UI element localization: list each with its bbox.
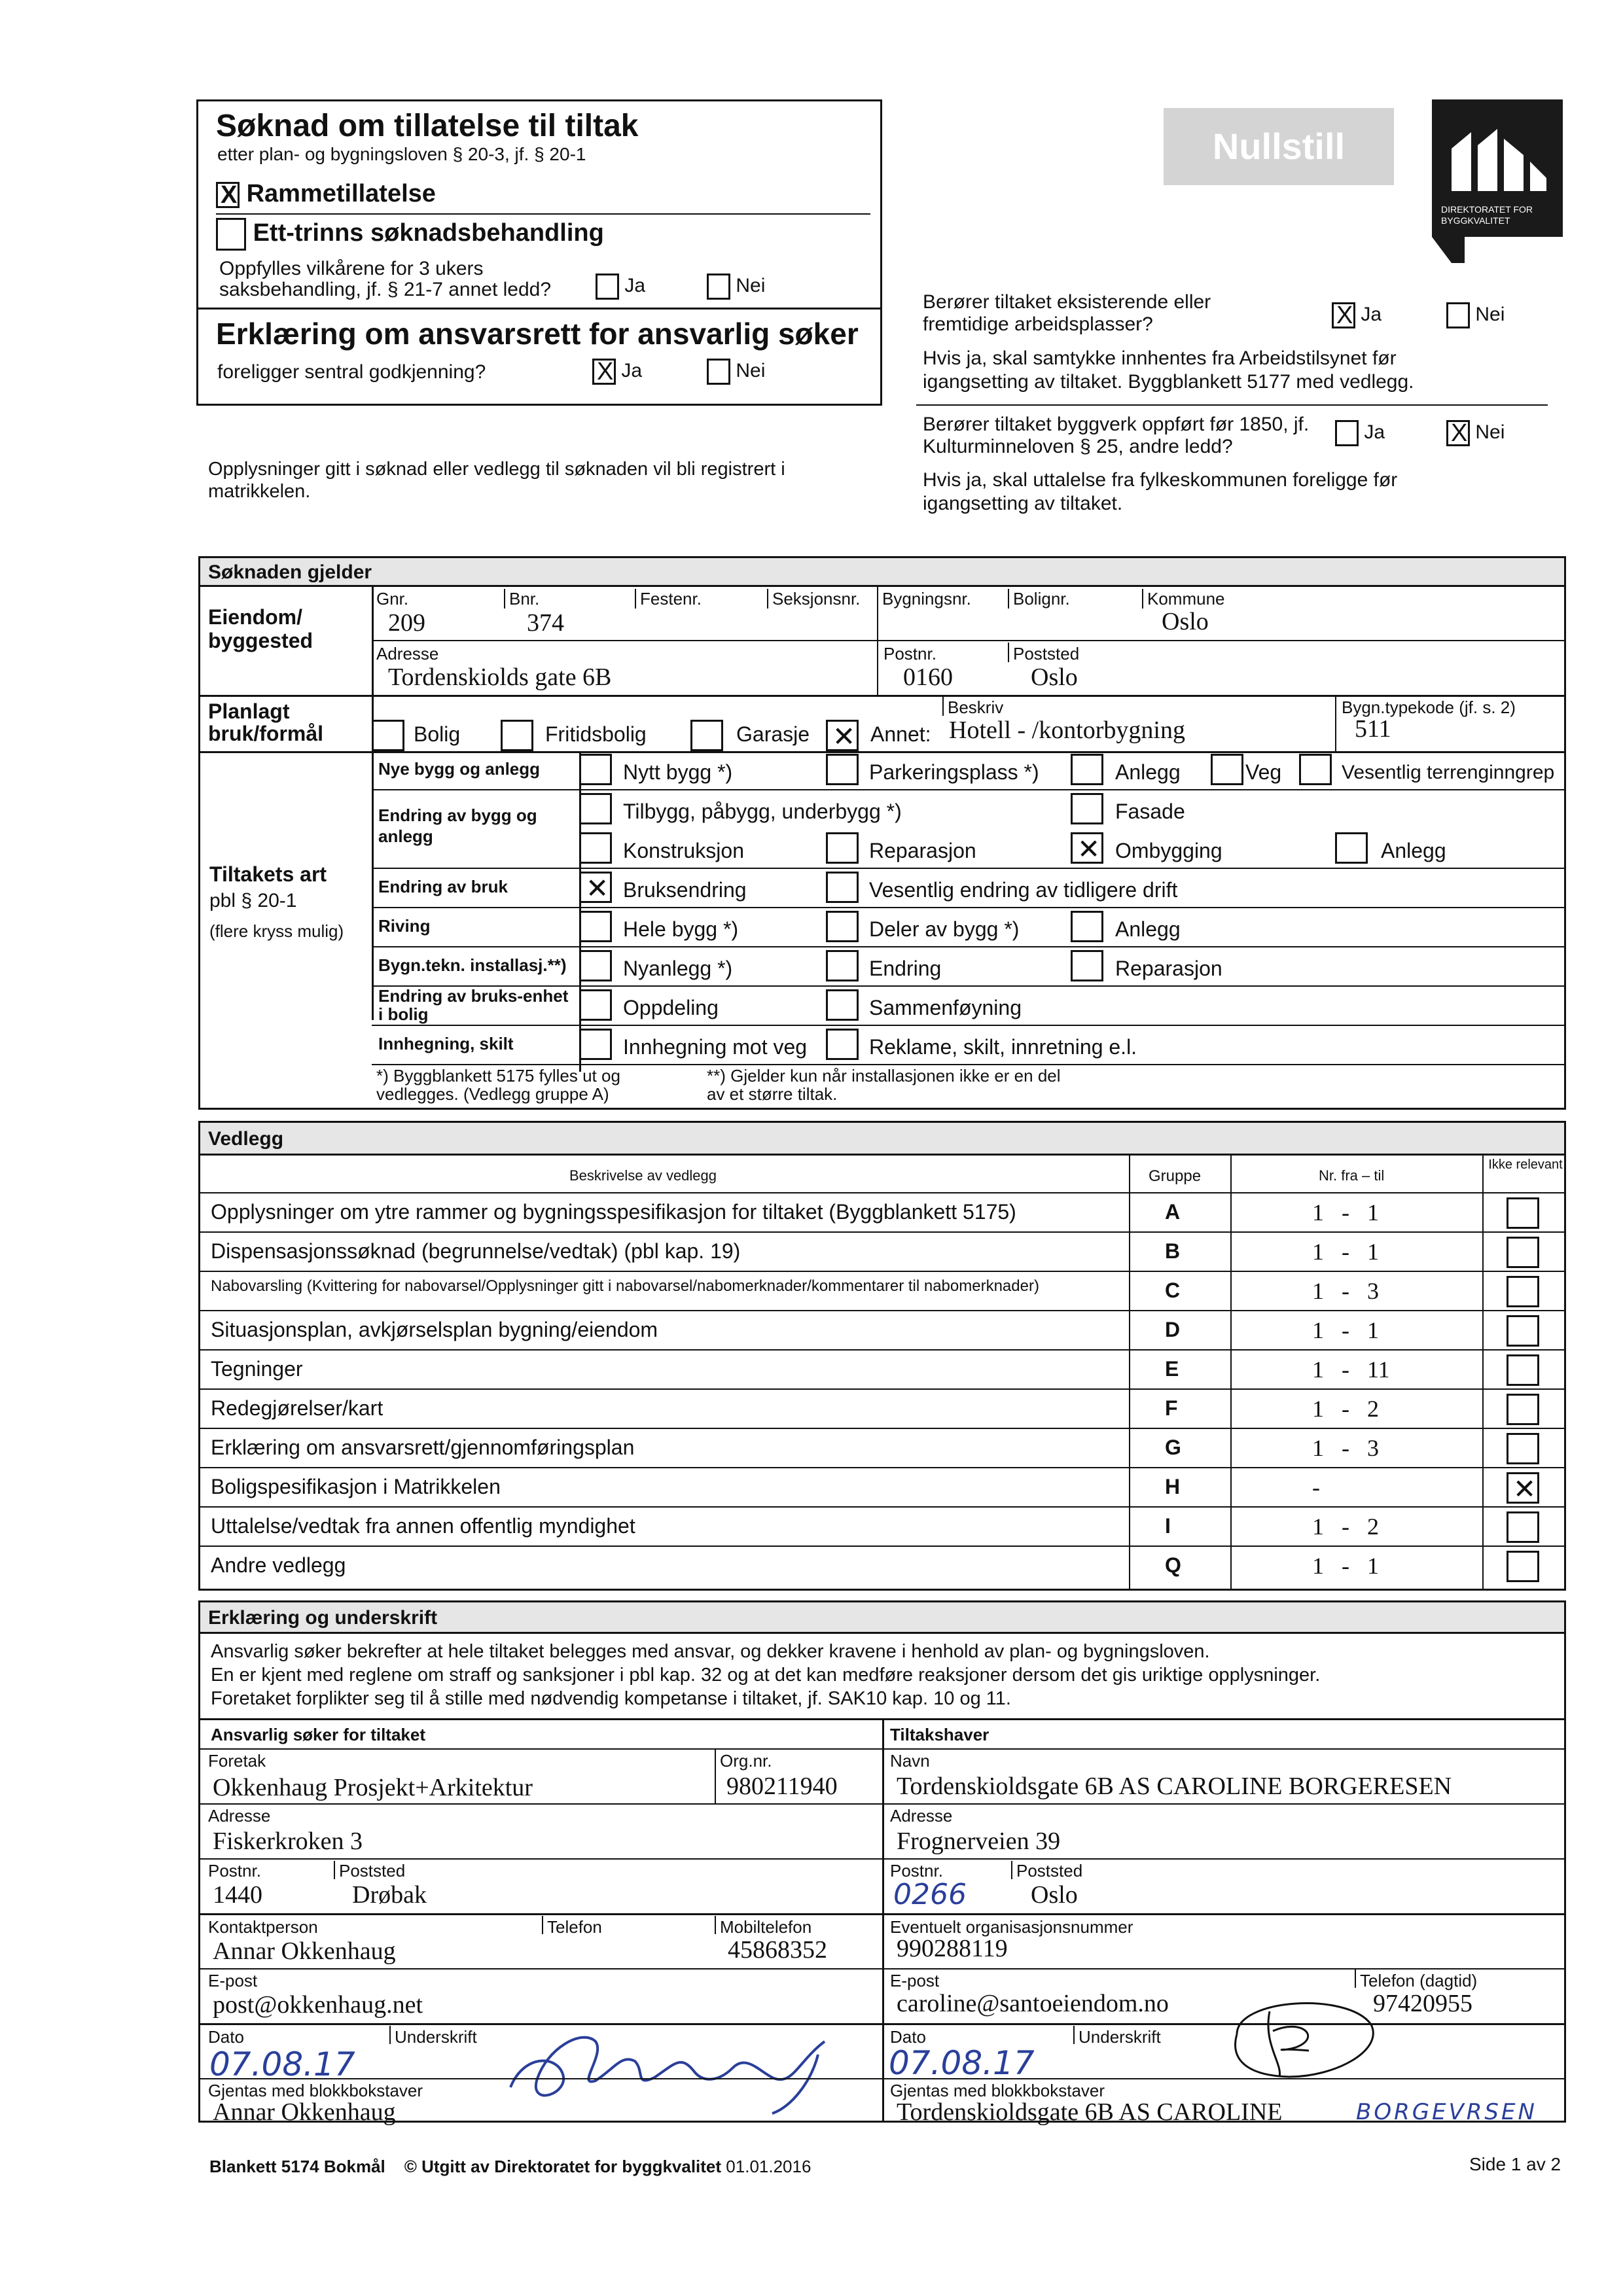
divider bbox=[504, 589, 505, 609]
veg-label: Veg bbox=[1245, 760, 1282, 784]
divider bbox=[1335, 696, 1336, 751]
ikke-relevant-checkbox[interactable] bbox=[1507, 1197, 1539, 1229]
vedlegg-nr-field[interactable]: 1 - 2 bbox=[1312, 1396, 1379, 1422]
bygningsnr-label: Bygningsnr. bbox=[882, 589, 971, 609]
divider bbox=[635, 589, 636, 609]
erklaering-text bbox=[211, 1640, 1552, 1710]
orgnr-field[interactable]: 980211940 bbox=[726, 1773, 838, 1800]
vilkar-ja[interactable]: Ja bbox=[596, 274, 645, 300]
tilbygg-label: Tilbygg, påbygg, underbygg *) bbox=[623, 800, 902, 823]
col-nr-header: Nr. fra – til bbox=[1319, 1167, 1385, 1184]
s-poststed-label: Poststed bbox=[339, 1861, 406, 1881]
byggverk-nei-checkbox[interactable] bbox=[1446, 420, 1470, 446]
bnr-label: Bnr. bbox=[509, 589, 540, 609]
vedlegg-gruppe: A bbox=[1165, 1200, 1181, 1224]
footer-form-id: Blankett 5174 Bokmål bbox=[209, 2157, 385, 2176]
divider bbox=[200, 1803, 1564, 1805]
arbeidsplasser-nei[interactable]: Nei bbox=[1446, 302, 1505, 328]
reparasjon-checkbox[interactable] bbox=[826, 832, 859, 864]
ikke-relevant-checkbox[interactable] bbox=[1507, 1472, 1539, 1504]
t-adresse-label: Adresse bbox=[890, 1806, 953, 1826]
nytt-bygg-label: Nytt bygg *) bbox=[623, 760, 733, 784]
ett-trinns-option[interactable]: Ett-trinns søknadsbehandling bbox=[216, 218, 604, 251]
divider bbox=[372, 789, 1566, 790]
ett-trinns-checkbox[interactable] bbox=[216, 218, 246, 251]
vedlegg-gruppe: E bbox=[1165, 1357, 1179, 1381]
ikke-relevant-checkbox[interactable] bbox=[1507, 1511, 1539, 1543]
vedlegg-gruppe: D bbox=[1165, 1318, 1181, 1341]
divider bbox=[372, 587, 374, 1020]
matrikkel-note: Opplysninger gitt i søknad eller vedlegg til søknaden vil bli registrert i matrikkelen. bbox=[208, 459, 785, 502]
ombygging-label: Ombygging bbox=[1115, 839, 1222, 862]
arbeidsplasser-question: Berører tiltaket eksisterende eller fremtidige arbeidsplasser? bbox=[923, 291, 1211, 335]
oppdeling-label: Oppdeling bbox=[623, 996, 719, 1019]
divider bbox=[200, 1506, 1564, 1508]
footer-date: 01.01.2016 bbox=[726, 2157, 812, 2176]
s-postnr-field[interactable]: 1440 bbox=[213, 1881, 262, 1909]
arbeidsplasser-note: Hvis ja, skal samtykke innhentes fra Arbeidstilsynet før igangsetting av tiltaket. Byggblankett 5177 med vedlegg. bbox=[923, 347, 1414, 393]
festenr-label: Festenr. bbox=[640, 589, 702, 609]
ikke-relevant-checkbox[interactable] bbox=[1507, 1315, 1539, 1347]
tiltak-sub2: (flere kryss mulig) bbox=[209, 921, 344, 941]
seksjonsnr-label: Seksjonsnr. bbox=[772, 589, 861, 609]
divider bbox=[200, 1428, 1564, 1429]
vedlegg-desc: Erklæring om ansvarsrett/gjennomføringsplan bbox=[211, 1436, 635, 1459]
divider bbox=[200, 1748, 1564, 1750]
bygntype-field[interactable]: 511 bbox=[1355, 715, 1391, 743]
divider bbox=[200, 1231, 1564, 1233]
hele-bygg-label: Hele bygg *) bbox=[623, 917, 739, 941]
divider bbox=[1011, 1861, 1012, 1879]
eventuelt-field[interactable]: 990288119 bbox=[897, 1935, 1008, 1962]
mobil-label: Mobiltelefon bbox=[720, 1917, 812, 1937]
soknad-section-title: Søknaden gjelder bbox=[200, 558, 1564, 587]
endring-bruksenhet-label: Endring av bruks-enhet i bolig bbox=[378, 986, 569, 1024]
fritidsbolig-checkbox[interactable] bbox=[501, 720, 533, 751]
postnr-field[interactable]: 0160 bbox=[903, 663, 953, 691]
oppdeling-checkbox[interactable] bbox=[579, 989, 612, 1021]
divider bbox=[372, 640, 1566, 641]
postnr-label: Postnr. bbox=[883, 644, 936, 663]
t-poststed-field[interactable]: Oslo bbox=[1031, 1881, 1078, 1909]
s-epost-label: E-post bbox=[208, 1971, 258, 1990]
orgnr-label: Org.nr. bbox=[720, 1751, 772, 1771]
adresse-label: Adresse bbox=[376, 644, 439, 663]
divider bbox=[877, 587, 878, 697]
divider bbox=[334, 1861, 335, 1879]
vedlegg-nr-field[interactable]: 1 - 1 bbox=[1312, 1317, 1379, 1343]
t-poststed-label: Poststed bbox=[1016, 1861, 1083, 1881]
footer bbox=[209, 2157, 811, 2177]
divider bbox=[372, 868, 1566, 869]
vedlegg-gruppe: C bbox=[1165, 1279, 1181, 1302]
s-epost-field[interactable]: post@okkenhaug.net bbox=[213, 1991, 423, 2019]
divider bbox=[372, 946, 1566, 947]
vilkar-nei-checkbox[interactable] bbox=[707, 274, 730, 300]
vedlegg-desc: Situasjonsplan, avkjørselsplan bygning/eiendom bbox=[211, 1318, 658, 1341]
kontakt-label: Kontaktperson bbox=[208, 1917, 318, 1937]
ikke-relevant-checkbox[interactable] bbox=[1507, 1237, 1539, 1268]
sammenfoyning-label: Sammenføyning bbox=[869, 996, 1022, 1019]
bolignr-label: Bolignr. bbox=[1013, 589, 1070, 609]
s-adresse-field[interactable]: Fiskerkroken 3 bbox=[213, 1828, 363, 1855]
endring-label: Endring bbox=[869, 957, 942, 980]
vedlegg-nr-field[interactable]: 1 - 2 bbox=[1312, 1513, 1379, 1540]
anlegg-nye-checkbox[interactable] bbox=[1071, 754, 1103, 785]
planlagt-label: Planlagt bruk/formål bbox=[208, 699, 324, 745]
poststed-label: Poststed bbox=[1013, 644, 1080, 663]
divider bbox=[882, 1718, 884, 2123]
t-signature-icon bbox=[1217, 1985, 1387, 2083]
gnr-field[interactable]: 209 bbox=[388, 609, 425, 637]
s-adresse-label: Adresse bbox=[208, 1806, 271, 1826]
vesentlig-endring-label: Vesentlig endring av tidligere drift bbox=[869, 878, 1178, 902]
t-adresse-field[interactable]: Frognerveien 39 bbox=[897, 1828, 1061, 1855]
endring-checkbox[interactable] bbox=[826, 950, 859, 981]
kommune-field[interactable]: Oslo bbox=[1162, 608, 1209, 635]
veg-checkbox[interactable] bbox=[1211, 754, 1243, 785]
s-postnr-label: Postnr. bbox=[208, 1861, 261, 1881]
divider bbox=[1142, 589, 1143, 609]
innhegning-veg-label: Innhegning mot veg bbox=[623, 1035, 808, 1059]
rammetillatelse-option[interactable]: X Rammetillatelse bbox=[216, 180, 436, 208]
divider bbox=[715, 1916, 716, 1934]
erklaering-section-title: Erklæring og underskrift bbox=[200, 1602, 1564, 1634]
sentral-nei-checkbox[interactable] bbox=[707, 359, 730, 385]
erklaering-text-1: Ansvarlig søker bekrefter at hele tiltaket belegges med ansvar, og dekker kravene i henhold av plan- og bygningsloven. bbox=[211, 1641, 1210, 1662]
navn-field[interactable]: Tordenskioldsgate 6B AS CAROLINE BORGERESEN bbox=[897, 1773, 1452, 1800]
t-dato-label: Dato bbox=[890, 2027, 926, 2047]
kommune-label: Kommune bbox=[1147, 589, 1225, 609]
beskriv-field[interactable]: Hotell - /kontorbygning bbox=[949, 716, 1185, 744]
sentral-ja[interactable]: X Ja bbox=[592, 359, 642, 385]
telefon-dag-label: Telefon (dagtid) bbox=[1360, 1971, 1478, 1990]
divider bbox=[767, 589, 768, 609]
footnote-2: **) Gjelder kun når installasjonen ikke er en del av et større tiltak. bbox=[707, 1066, 1061, 1104]
reklame-label: Reklame, skilt, innretning e.l. bbox=[869, 1035, 1137, 1059]
bygn-tekn-label: Bygn.tekn. installasj.**) bbox=[378, 955, 567, 975]
anlegg-endring-label: Anlegg bbox=[1381, 839, 1446, 862]
ikke-relevant-checkbox[interactable] bbox=[1507, 1394, 1539, 1425]
byggverk-question: Berører tiltaket byggverk oppført før 1850, jf. Kulturminneloven § 25, andre ledd? bbox=[923, 414, 1310, 457]
byggverk-ja-checkbox[interactable] bbox=[1335, 420, 1359, 446]
sammenfoyning-checkbox[interactable] bbox=[826, 989, 859, 1021]
deler-bygg-checkbox[interactable] bbox=[826, 911, 859, 942]
telefon-dag-field[interactable]: 97420955 bbox=[1373, 1990, 1472, 2017]
poststed-field[interactable]: Oslo bbox=[1031, 663, 1078, 691]
innhegning-veg-checkbox[interactable] bbox=[579, 1029, 612, 1060]
sentral-question: foreligger sentral godkjenning? bbox=[217, 361, 486, 383]
erklaering-text-3: Foretaket forplikter seg til å stille med nødvendig kompetanse i tiltaket, jf. SAK10 kap. 10 og 11. bbox=[211, 1688, 1011, 1709]
page-number: Side 1 av 2 bbox=[1469, 2154, 1561, 2174]
vedlegg-gruppe: H bbox=[1165, 1475, 1181, 1498]
divider bbox=[200, 1545, 1564, 1547]
rammetillatelse-checkbox[interactable] bbox=[216, 182, 240, 208]
footer-publisher: © Utgitt av Direktoratet for byggkvalitet bbox=[404, 2157, 722, 2176]
reparasjon-tekn-checkbox[interactable] bbox=[1071, 950, 1103, 981]
bygntype-label: Bygn.typekode (jf. s. 2) bbox=[1342, 698, 1516, 717]
t-epost-label: E-post bbox=[890, 1971, 940, 1990]
telefon-label: Telefon bbox=[547, 1917, 602, 1937]
reklame-checkbox[interactable] bbox=[826, 1029, 859, 1060]
bolig-label: Bolig bbox=[414, 722, 461, 746]
t-dato-field[interactable]: 07.08.17 bbox=[889, 2044, 1035, 2082]
divider bbox=[200, 1968, 1564, 1969]
s-underskrift-label: Underskrift bbox=[395, 2027, 477, 2047]
ikke-relevant-checkbox[interactable] bbox=[1507, 1354, 1539, 1386]
konstruksjon-label: Konstruksjon bbox=[623, 839, 744, 862]
vilkar-question: Oppfylles vilkårene for 3 ukers saksbehandling, jf. § 21-7 annet ledd? bbox=[219, 258, 552, 300]
vedlegg-desc: Tegninger bbox=[211, 1357, 303, 1381]
col-gruppe-header: Gruppe bbox=[1149, 1167, 1202, 1185]
bruksendring-label: Bruksendring bbox=[623, 878, 747, 902]
t-postnr-label: Postnr. bbox=[890, 1861, 943, 1881]
s-gjentas-label: Gjentas med blokkbokstaver bbox=[208, 2081, 423, 2100]
divider bbox=[372, 1064, 1566, 1065]
annet-checkbox[interactable] bbox=[826, 720, 859, 751]
vedlegg-desc: Opplysninger om ytre rammer og bygningsspesifikasjon for tiltaket (Byggblankett 5175) bbox=[211, 1200, 1016, 1224]
reparasjon-tekn-label: Reparasjon bbox=[1115, 957, 1222, 980]
s-signature-icon bbox=[484, 2015, 864, 2120]
erklaering-title: Erklæring om ansvarsrett for ansvarlig søker bbox=[216, 317, 859, 351]
form-title: Søknad om tillatelse til tiltak bbox=[216, 109, 639, 143]
foretak-field[interactable]: Okkenhaug Prosjekt+Arkitektur bbox=[213, 1774, 533, 1801]
t-underskrift-label: Underskrift bbox=[1079, 2027, 1161, 2047]
nyanlegg-checkbox[interactable] bbox=[579, 950, 612, 981]
dibk-logo bbox=[1432, 99, 1563, 237]
reparasjon-label: Reparasjon bbox=[869, 839, 976, 862]
byggverk-note: Hvis ja, skal uttalelse fra fylkeskommunen foreligge før igangsetting av tiltaket. bbox=[923, 469, 1398, 514]
divider bbox=[200, 1858, 1564, 1860]
riving-label: Riving bbox=[378, 916, 431, 936]
vedlegg-gruppe: B bbox=[1165, 1239, 1181, 1263]
vedlegg-gruppe: Q bbox=[1165, 1553, 1181, 1577]
deler-bygg-label: Deler av bygg *) bbox=[869, 917, 1020, 941]
garasje-label: Garasje bbox=[736, 722, 810, 746]
t-gjentas-label: Gjentas med blokkbokstaver bbox=[890, 2081, 1105, 2100]
divider bbox=[200, 1388, 1564, 1390]
sentral-ja-checkbox[interactable] bbox=[592, 359, 616, 385]
vedlegg-desc: Redegjørelser/kart bbox=[211, 1396, 383, 1420]
anlegg-riving-label: Anlegg bbox=[1115, 917, 1181, 941]
divider bbox=[200, 1192, 1564, 1193]
nytt-bygg-checkbox[interactable] bbox=[579, 754, 612, 785]
t-gjentas-handwritten: BORGEVRSEN bbox=[1356, 2099, 1537, 2125]
footnote-1: *) Byggblankett 5175 fylles ut og vedlegges. (Vedlegg gruppe A) bbox=[376, 1066, 620, 1104]
eventuelt-label: Eventuelt organisasjonsnummer bbox=[890, 1917, 1133, 1937]
anlegg-nye-label: Anlegg bbox=[1115, 760, 1181, 784]
reset-button[interactable]: Nullstill bbox=[1164, 108, 1394, 185]
vesentlig-endring-checkbox[interactable] bbox=[826, 872, 859, 903]
bolig-checkbox[interactable] bbox=[372, 720, 404, 751]
divider bbox=[216, 213, 870, 215]
divider bbox=[715, 1748, 716, 1803]
divider bbox=[200, 751, 1564, 753]
konstruksjon-checkbox[interactable] bbox=[579, 832, 612, 864]
endring-bygg-label: Endring av bygg og anlegg bbox=[378, 805, 537, 846]
byggverk-ja[interactable]: Ja bbox=[1335, 420, 1385, 446]
tiltakshaver-header: Tiltakshaver bbox=[890, 1725, 990, 1744]
mobil-field[interactable]: 45868352 bbox=[728, 1936, 827, 1964]
vedlegg-nr-field[interactable]: 1 - 11 bbox=[1312, 1356, 1390, 1383]
divider bbox=[1008, 643, 1009, 662]
divider bbox=[1482, 1156, 1484, 1591]
divider bbox=[916, 404, 1548, 406]
endring-bruk-label: Endring av bruk bbox=[378, 877, 508, 896]
divider bbox=[1008, 589, 1009, 609]
gnr-label: Gnr. bbox=[376, 589, 409, 609]
vedlegg-nr-field[interactable]: - bbox=[1312, 1474, 1320, 1500]
vedlegg-desc: Andre vedlegg bbox=[211, 1553, 346, 1577]
divider bbox=[372, 907, 1566, 908]
ikke-relevant-checkbox[interactable] bbox=[1507, 1276, 1539, 1307]
bruksendring-checkbox[interactable] bbox=[579, 872, 612, 903]
soker-header: Ansvarlig søker for tiltaket bbox=[211, 1725, 425, 1744]
divider bbox=[200, 1310, 1564, 1311]
divider bbox=[389, 2026, 391, 2044]
tiltak-sub1: pbl § 20-1 bbox=[209, 890, 297, 911]
vedlegg-nr-field[interactable]: 1 - 1 bbox=[1312, 1239, 1379, 1265]
fritidsbolig-label: Fritidsbolig bbox=[545, 722, 647, 746]
s-dato-field[interactable]: 07.08.17 bbox=[209, 2045, 355, 2083]
divider bbox=[200, 1467, 1564, 1468]
ikke-relevant-checkbox[interactable] bbox=[1507, 1551, 1539, 1582]
vilkar-ja-checkbox[interactable] bbox=[596, 274, 619, 300]
beskriv-label: Beskriv bbox=[948, 698, 1004, 717]
vedlegg-nr-field[interactable]: 1 - 3 bbox=[1312, 1435, 1379, 1461]
vedlegg-desc: Dispensasjonssøknad (begrunnelse/vedtak) (pbl kap. 19) bbox=[211, 1239, 741, 1263]
logo-tail bbox=[1432, 237, 1465, 263]
parkeringsplass-checkbox[interactable] bbox=[826, 754, 859, 785]
nye-bygg-label: Nye bygg og anlegg bbox=[378, 759, 541, 779]
terrenginngrep-label: Vesentlig terrenginngrep bbox=[1342, 762, 1555, 783]
form-subtitle: etter plan- og bygningsloven § 20-3, jf. § 20-1 bbox=[217, 144, 586, 164]
t-epost-field[interactable]: caroline@santoeiendom.no bbox=[897, 1990, 1169, 2017]
divider bbox=[1129, 1156, 1130, 1591]
garasje-checkbox[interactable] bbox=[690, 720, 723, 751]
vedlegg-section-title: Vedlegg bbox=[200, 1123, 1564, 1156]
terrenginngrep-checkbox[interactable] bbox=[1299, 754, 1332, 785]
fasade-checkbox[interactable] bbox=[1071, 793, 1103, 824]
anlegg-riving-checkbox[interactable] bbox=[1071, 911, 1103, 942]
t-gjentas-field[interactable]: Tordenskioldsgate 6B AS CAROLINE bbox=[897, 2098, 1283, 2126]
adresse-field[interactable]: Tordenskiolds gate 6B bbox=[388, 663, 612, 691]
ombygging-checkbox[interactable] bbox=[1071, 832, 1103, 864]
vedlegg-gruppe: I bbox=[1165, 1514, 1171, 1538]
tilbygg-checkbox[interactable] bbox=[579, 793, 612, 824]
byggverk-nei[interactable]: X Nei bbox=[1446, 420, 1505, 446]
foretak-label: Foretak bbox=[208, 1751, 266, 1771]
divider bbox=[200, 695, 1564, 697]
vedlegg-nr-field[interactable]: 1 - 1 bbox=[1312, 1553, 1379, 1579]
col-ikke-header: Ikke relevant bbox=[1488, 1157, 1563, 1172]
divider bbox=[942, 696, 944, 716]
tiltak-label: Tiltakets art bbox=[209, 862, 327, 886]
divider bbox=[372, 1025, 1566, 1026]
parkeringsplass-label: Parkeringsplass *) bbox=[869, 760, 1039, 784]
divider bbox=[1073, 2026, 1075, 2044]
annet-label: Annet: bbox=[870, 722, 931, 746]
vedlegg-nr-field[interactable]: 1 - 3 bbox=[1312, 1278, 1379, 1304]
hele-bygg-checkbox[interactable] bbox=[579, 911, 612, 942]
anlegg-endring-checkbox[interactable] bbox=[1335, 832, 1368, 864]
divider bbox=[200, 1349, 1564, 1351]
s-poststed-field[interactable]: Drøbak bbox=[352, 1881, 427, 1909]
erklaering-text-2: En er kjent med reglene om straff og sanksjoner i pbl kap. 32 og at det kan medføre reaksjoner dersom det gis uriktige opplysninger. bbox=[211, 1665, 1321, 1686]
divider bbox=[1230, 1156, 1232, 1591]
arbeidsplasser-nei-checkbox[interactable] bbox=[1446, 302, 1470, 328]
vilkar-nei[interactable]: Nei bbox=[707, 274, 765, 300]
nyanlegg-label: Nyanlegg *) bbox=[623, 957, 733, 980]
s-gjentas-field[interactable]: Annar Okkenhaug bbox=[213, 2098, 396, 2126]
s-dato-label: Dato bbox=[208, 2027, 244, 2047]
fasade-label: Fasade bbox=[1115, 800, 1185, 823]
eiendom-label: Eiendom/ byggested bbox=[208, 605, 313, 652]
vedlegg-gruppe: G bbox=[1165, 1436, 1181, 1459]
divider bbox=[200, 1913, 1564, 1915]
navn-label: Navn bbox=[890, 1751, 930, 1771]
bnr-field[interactable]: 374 bbox=[527, 609, 564, 637]
sentral-nei[interactable]: Nei bbox=[707, 359, 765, 385]
arbeidsplasser-ja[interactable]: X Ja bbox=[1332, 302, 1382, 328]
ikke-relevant-checkbox[interactable] bbox=[1507, 1433, 1539, 1464]
vedlegg-gruppe: F bbox=[1165, 1396, 1178, 1420]
arbeidsplasser-ja-checkbox[interactable] bbox=[1332, 302, 1355, 328]
vedlegg-desc: Nabovarsling (Kvittering for nabovarsel/Opplysninger gitt i nabovarsel/nabomerknader/kommentarer til nabomerknader) bbox=[211, 1277, 1039, 1295]
vedlegg-desc: Uttalelse/vedtak fra annen offentlig myndighet bbox=[211, 1514, 635, 1538]
col-desc-header: Beskrivelse av vedlegg bbox=[569, 1167, 717, 1184]
divider bbox=[200, 1271, 1564, 1272]
kontakt-field[interactable]: Annar Okkenhaug bbox=[213, 1937, 396, 1965]
t-postnr-field[interactable]: 0266 bbox=[893, 1878, 967, 1911]
innhegning-label: Innhegning, skilt bbox=[378, 1034, 514, 1053]
divider bbox=[542, 1916, 543, 1934]
divider bbox=[196, 308, 882, 309]
logo-text: DIREKTORATET FOR BYGGKVALITET bbox=[1441, 204, 1533, 226]
vedlegg-nr-field[interactable]: 1 - 1 bbox=[1312, 1199, 1379, 1226]
vedlegg-desc: Boligspesifikasjon i Matrikkelen bbox=[211, 1475, 501, 1498]
